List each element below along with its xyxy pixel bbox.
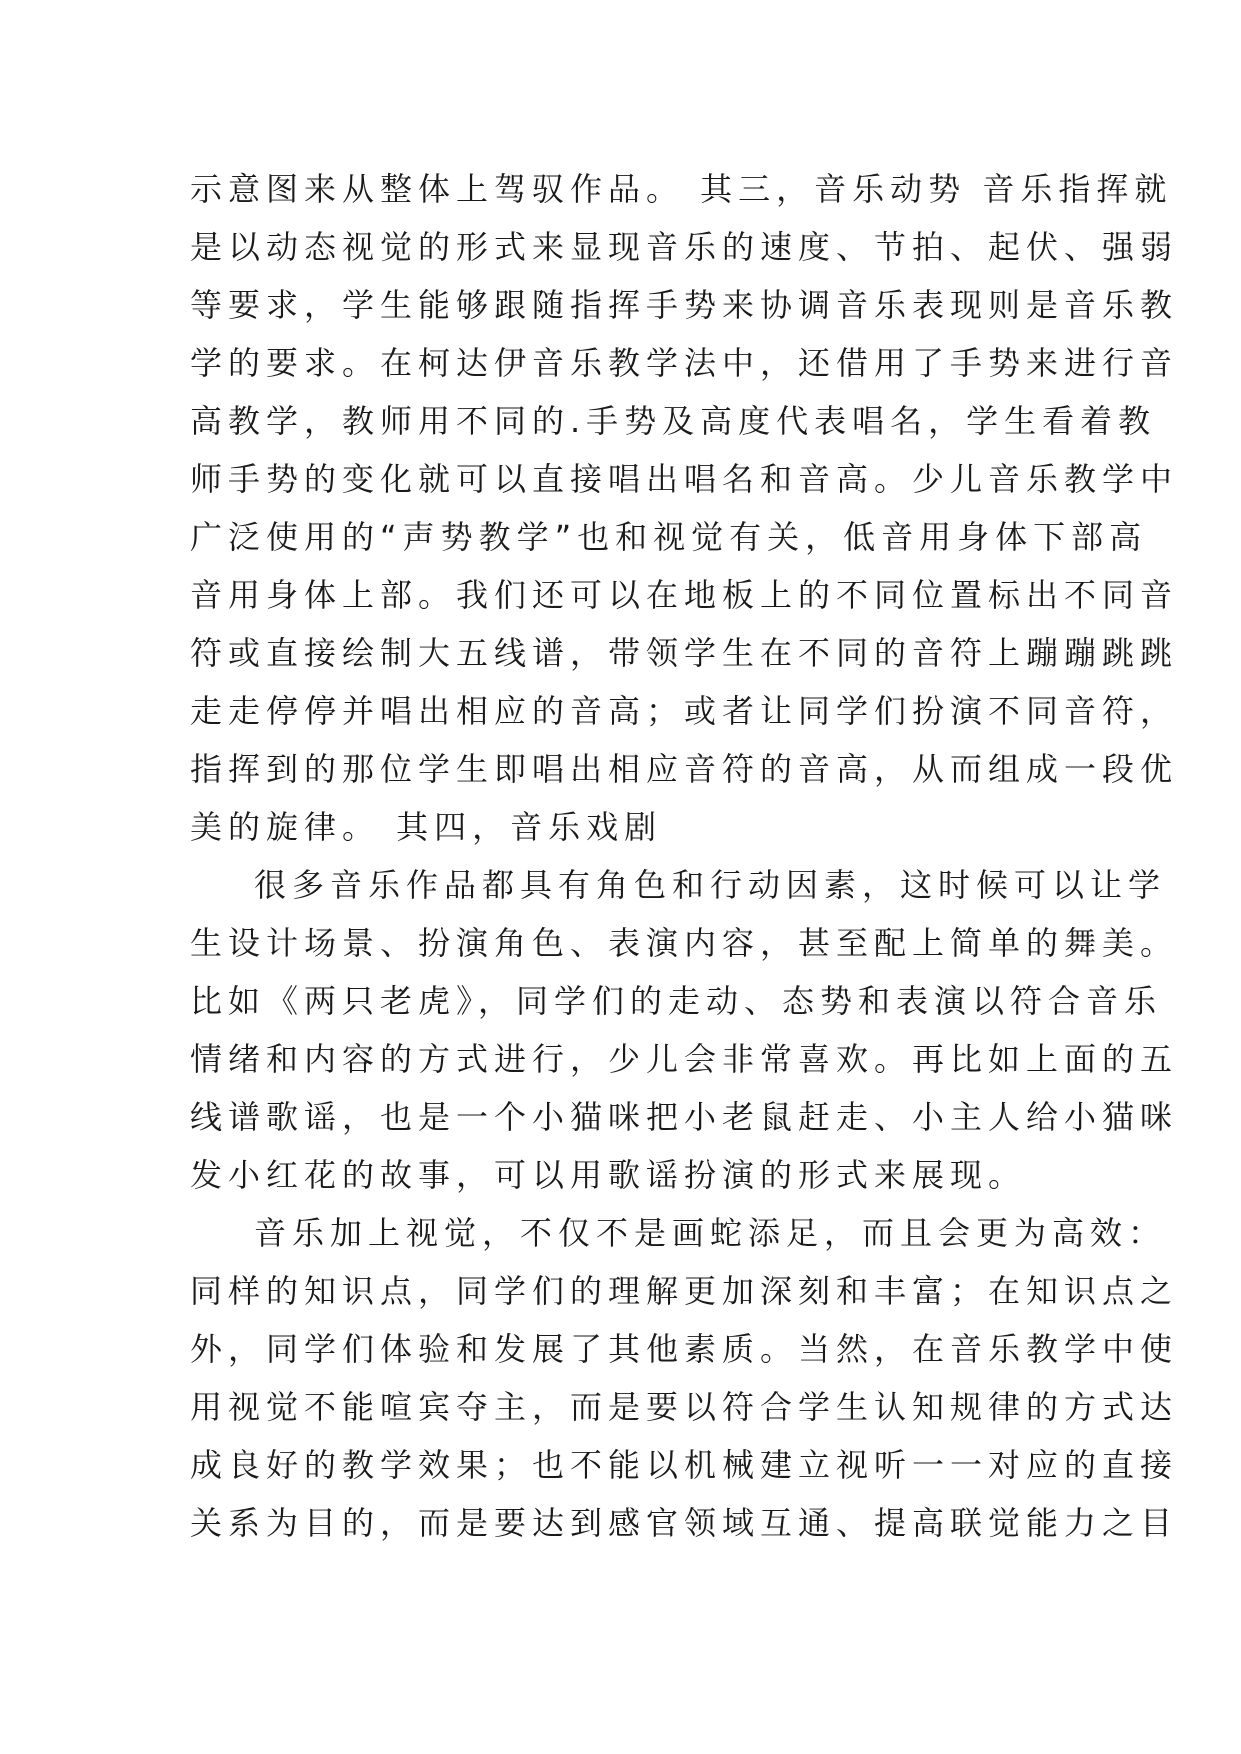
text-line: 广泛使用的“声势教学”也和视觉有关，低音用身体下部高 <box>190 518 1148 556</box>
text-line: 同样的知识点，同学们的理解更加深刻和丰富；在知识点之 <box>190 1272 1179 1310</box>
text-line: 线谱歌谣，也是一个小猫咪把小老鼠赶走、小主人给小猫咪 <box>190 1098 1179 1136</box>
paragraph <box>190 160 1179 856</box>
text-line: 等要求，学生能够跟随指挥手势来协调音乐表现则是音乐教 <box>190 286 1179 324</box>
text-line: 比如《两只老虎》，同学们的走动、态势和表演以符合音乐 <box>190 982 1163 1020</box>
paragraph <box>190 1204 1179 1552</box>
text-line: 符或直接绘制大五线谱，带领学生在不同的音符上蹦蹦跳跳 <box>190 634 1179 672</box>
paragraph <box>190 856 1179 1204</box>
text-line: 音乐加上视觉，不仅不是画蛇添足，而且会更为高效： <box>254 1214 1167 1252</box>
text-line: 很多音乐作品都具有角色和行动因素，这时候可以让学 <box>254 866 1167 904</box>
text-line: 示意图来从整体上驾驭作品。 其三，音乐动势 音乐指挥就 <box>190 170 1173 208</box>
text-line: 是以动态视觉的形式来显现音乐的速度、节拍、起伏、强弱 <box>190 228 1179 266</box>
text-line: 成良好的教学效果；也不能以机械建立视听一一对应的直接 <box>190 1446 1179 1484</box>
text-line: 发小红花的故事，可以用歌谣扮演的形式来展现。 <box>190 1156 1027 1194</box>
text-line: 指挥到的那位学生即唱出相应音符的音高，从而组成一段优 <box>190 750 1179 788</box>
text-line: 学的要求。在柯达伊音乐教学法中，还借用了手势来进行音 <box>190 344 1179 382</box>
text-line: 师手势的变化就可以直接唱出唱名和音高。少儿音乐教学中 <box>190 460 1179 498</box>
text-line: 关系为目的，而是要达到感官领域互通、提高联觉能力之目 <box>190 1504 1179 1542</box>
text-line: 用视觉不能喧宾夺主，而是要以符合学生认知规律的方式达 <box>190 1388 1179 1426</box>
document-body <box>190 160 1179 1552</box>
text-line: 美的旋律。 其四，音乐戏剧 <box>190 808 663 846</box>
text-line: 情绪和内容的方式进行，少儿会非常喜欢。再比如上面的五 <box>190 1040 1179 1078</box>
text-line: 音用身体上部。我们还可以在地板上的不同位置标出不同音 <box>190 576 1179 614</box>
text-line: 生设计场景、扮演角色、表演内容，甚至配上简单的舞美。 <box>190 924 1179 962</box>
text-line: 走走停停并唱出相应的音高；或者让同学们扮演不同音符， <box>190 692 1179 730</box>
text-line: 高教学，教师用不同的.手势及高度代表唱名，学生看着教 <box>190 402 1157 440</box>
text-line: 外，同学们体验和发展了其他素质。当然，在音乐教学中使 <box>190 1330 1179 1368</box>
